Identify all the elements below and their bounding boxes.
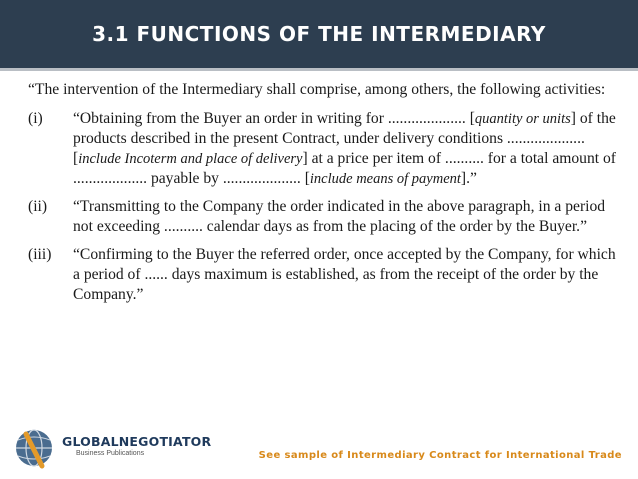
item-number: (ii) (28, 198, 48, 215)
list-item (28, 109, 618, 189)
slide-footer (0, 420, 638, 479)
italic-note: include means of payment (309, 171, 461, 187)
item-text: “Transmitting to the Company the order indicated in the above paragraph, in a period not exceeding .......... calendar days as from the placing of the order by the Buyer.” (73, 198, 606, 235)
item-text (73, 109, 618, 189)
globe-logo-icon (12, 426, 56, 470)
list-item (28, 197, 618, 237)
sample-contract-link[interactable]: See sample of Intermediary Contract for International Trade (258, 450, 622, 461)
italic-note: quantity or units (474, 111, 571, 127)
item-number: (i) (28, 110, 43, 127)
brand-name: GLOBALNEGOTIATOR (62, 434, 212, 449)
brand-subtitle: Business Publications (76, 450, 145, 457)
item-number: (iii) (28, 246, 52, 263)
text-run: ].” (460, 170, 477, 187)
slide-header (0, 0, 638, 71)
item-text: “Confirming to the Buyer the referred order, once accepted by the Company, for which a period of ...... days maximum is established, as from the receipt of the order by the Company.” (73, 246, 616, 303)
intro-text: “The intervention of the Intermediary shall comprise, among others, the following activities: (28, 81, 606, 98)
slide-title: 3.1 FUNCTIONS OF THE INTERMEDIARY (92, 22, 546, 46)
slide-content (28, 80, 618, 313)
italic-note: include Incoterm and place of delivery (78, 151, 303, 167)
text-run: ] of the products described in the present Contract, under delivery conditions .................... [ (73, 110, 616, 167)
text-run: ] at a price per item of .......... for a total amount of ................... payable by .................... [ (73, 150, 616, 187)
text-run: “Obtaining from the Buyer an order in writing for .................... [ (73, 110, 475, 127)
list-item (28, 245, 618, 305)
